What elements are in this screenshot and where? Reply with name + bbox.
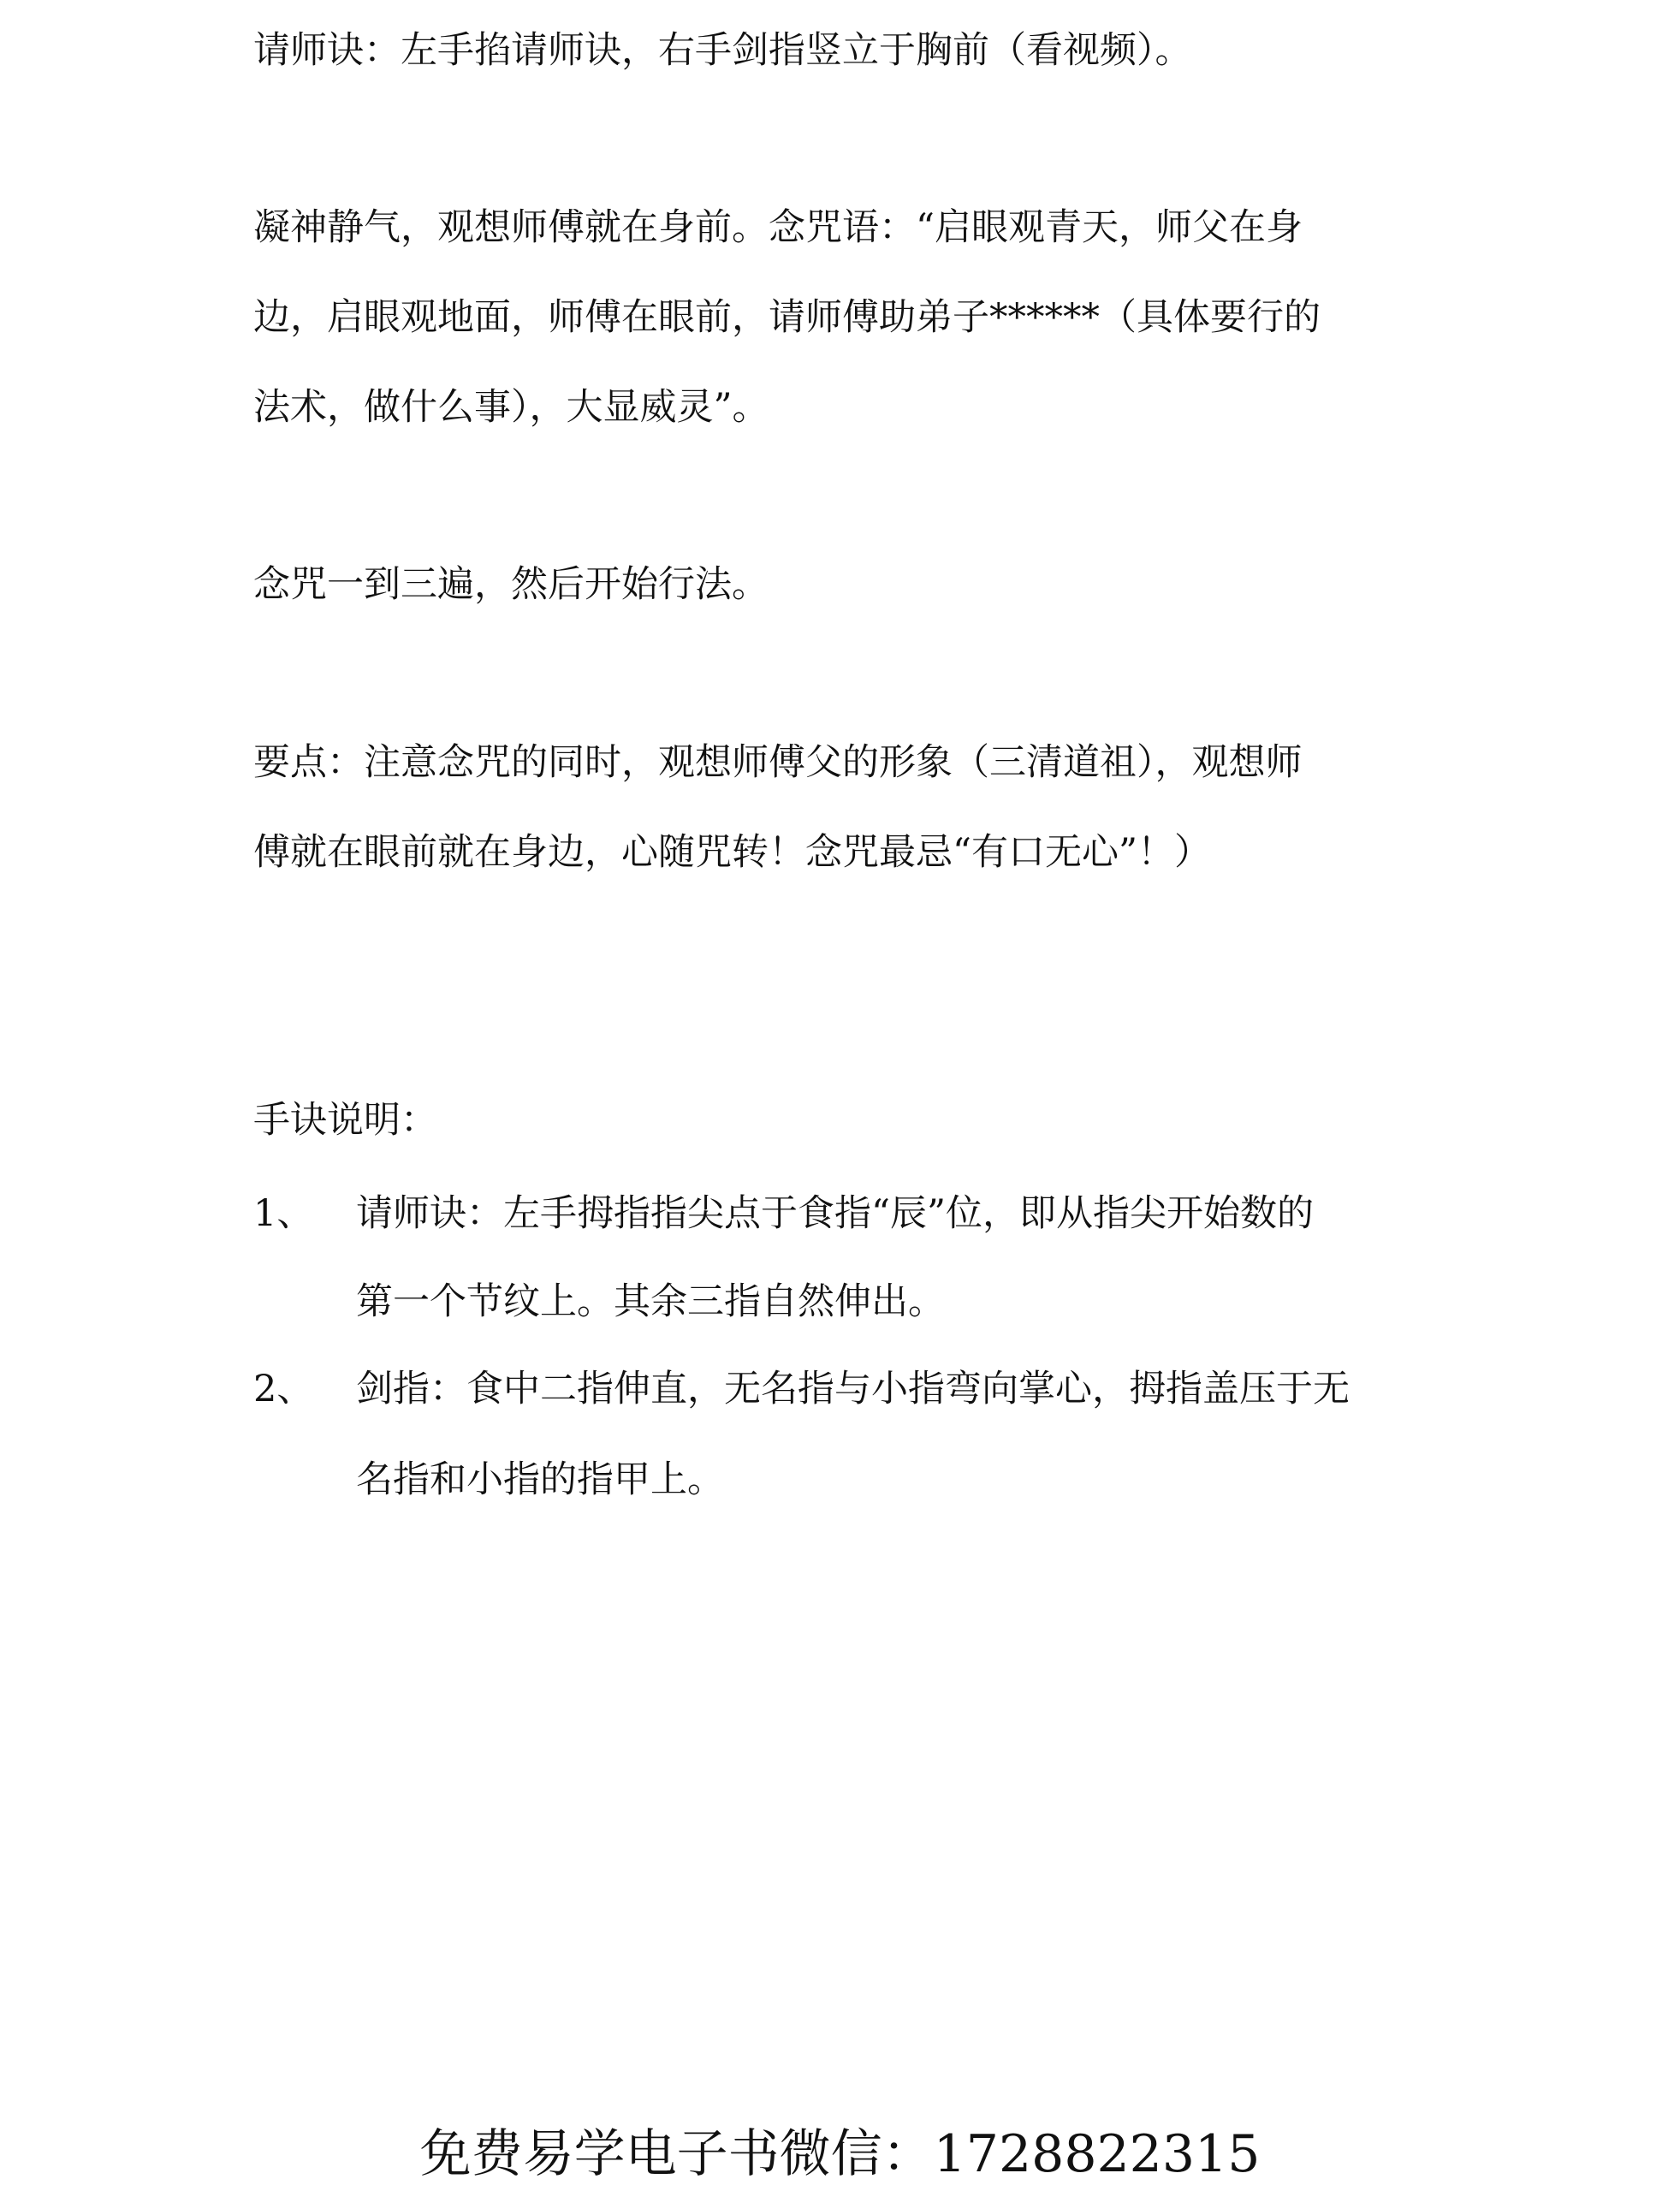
paragraph-mantra-line-3: 法术，做什么事），大显威灵”。 <box>253 386 769 429</box>
list-item-text: 请师诀：左手拇指指尖点于食指“辰”位，即从指尖开始数的 <box>356 1192 1314 1235</box>
paragraph-mantra-line-2: 边，启眼观地面，师傅在眼前，请师傅助弟子******（具体要行的 <box>253 296 1321 339</box>
paragraph-key-points-line-1: 要点：注意念咒的同时，观想师傅父的形象（三清道祖），观想师 <box>253 741 1303 784</box>
list-item-text: 第一个节纹上。其余三指自然伸出。 <box>356 1280 945 1323</box>
paragraph-recite-times: 念咒一到三遍，然后开始行法。 <box>253 563 769 606</box>
paragraph-qingshi-jue: 请师诀：左手掐请师诀，右手剑指竖立于胸前（看视频）。 <box>253 29 1192 72</box>
paragraph-mantra-line-1: 凝神静气，观想师傅就在身前。念咒语：“启眼观青天，师父在身 <box>253 206 1303 249</box>
footer-wechat-notice: 免费易学电子书微信：1728822315 <box>419 2124 1261 2184</box>
list-item-number: 2、 <box>253 1368 314 1410</box>
list-item-text: 名指和小指的指甲上。 <box>356 1458 724 1501</box>
list-item-number: 1、 <box>253 1192 314 1235</box>
section-heading-hand-seal: 手诀说明： <box>253 1099 437 1142</box>
list-item-text: 剑指：食中二指伸直，无名指与小指弯向掌心，拇指盖压于无 <box>356 1368 1350 1410</box>
paragraph-key-points-line-2: 傅就在眼前就在身边，心随咒转！念咒最忌“有口无心”！） <box>253 831 1211 874</box>
